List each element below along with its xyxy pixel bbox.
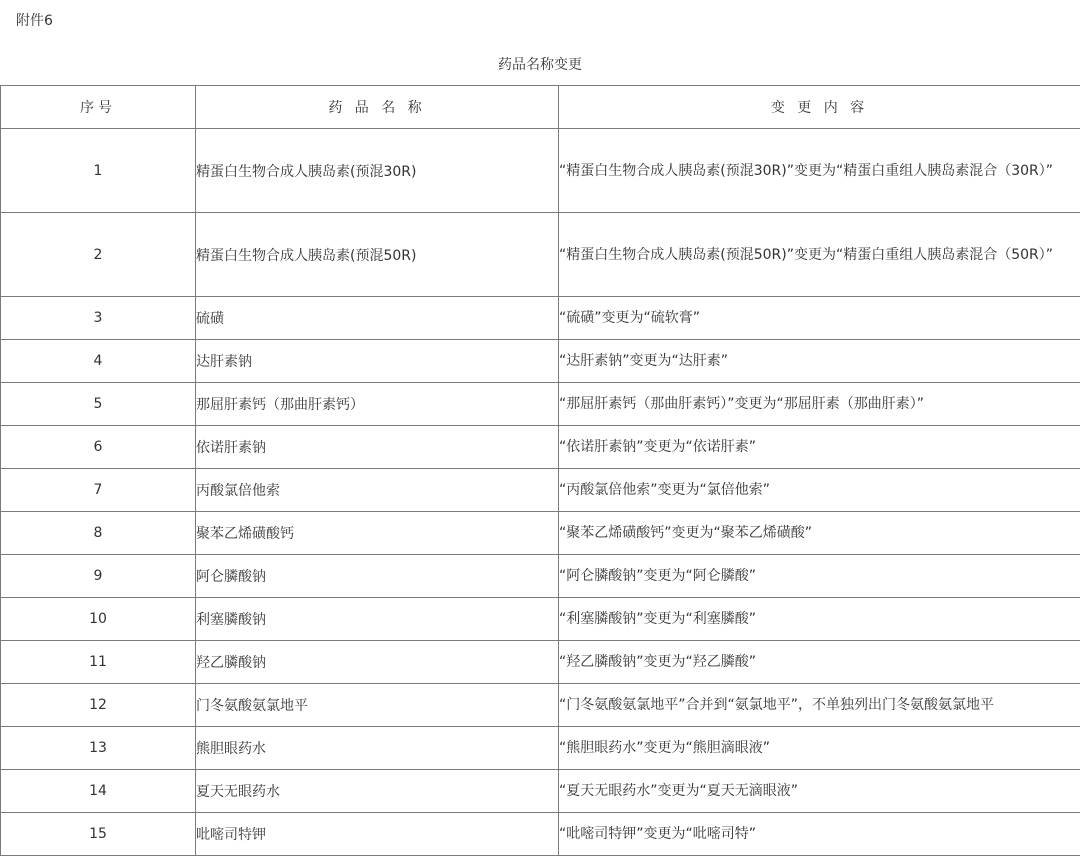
row-serial-number: 8 [1,512,196,555]
header-drug-name: 药 品 名 称 [196,86,559,129]
table-row [1,469,1080,512]
row-drug-name: 丙酸氯倍他索 [196,469,559,512]
header-change-content: 变 更 内 容 [559,86,1080,129]
row-change-content: “那屈肝素钙（那曲肝素钙）”变更为“那屈肝素（那曲肝素）” [559,383,1080,426]
table-row [1,770,1080,813]
row-change-content: “精蛋白生物合成人胰岛素(预混30R)”变更为“精蛋白重组人胰岛素混合（30R）” [559,129,1080,213]
row-drug-name: 熊胆眼药水 [196,727,559,770]
row-drug-name: 吡嘧司特钾 [196,813,559,856]
row-drug-name: 硫磺 [196,297,559,340]
row-change-content: “吡嘧司特钾”变更为“吡嘧司特” [559,813,1080,856]
row-drug-name: 羟乙膦酸钠 [196,641,559,684]
table-row [1,684,1080,727]
row-serial-number: 15 [1,813,196,856]
row-serial-number: 5 [1,383,196,426]
row-serial-number: 3 [1,297,196,340]
row-drug-name: 门冬氨酸氨氯地平 [196,684,559,727]
row-serial-number: 14 [1,770,196,813]
row-serial-number: 13 [1,727,196,770]
row-drug-name: 达肝素钠 [196,340,559,383]
row-change-content: “门冬氨酸氨氯地平”合并到“氨氯地平”，不单独列出门冬氨酸氨氯地平 [559,684,1080,727]
row-drug-name: 精蛋白生物合成人胰岛素(预混30R) [196,129,559,213]
row-change-content: “硫磺”变更为“硫软膏” [559,297,1080,340]
row-drug-name: 聚苯乙烯磺酸钙 [196,512,559,555]
table-row [1,213,1080,297]
header-serial-number: 序号 [1,86,196,129]
row-change-content: “依诺肝素钠”变更为“依诺肝素” [559,426,1080,469]
row-serial-number: 1 [1,129,196,213]
row-serial-number: 12 [1,684,196,727]
table-row [1,641,1080,684]
row-drug-name: 利塞膦酸钠 [196,598,559,641]
name-change-table [0,85,1080,856]
row-change-content: “聚苯乙烯磺酸钙”变更为“聚苯乙烯磺酸” [559,512,1080,555]
row-serial-number: 9 [1,555,196,598]
row-drug-name: 依诺肝素钠 [196,426,559,469]
row-serial-number: 4 [1,340,196,383]
row-change-content: “精蛋白生物合成人胰岛素(预混50R)”变更为“精蛋白重组人胰岛素混合（50R）” [559,213,1080,297]
table-row [1,129,1080,213]
document-title: 药品名称变更 [498,57,582,73]
table-row [1,297,1080,340]
row-serial-number: 2 [1,213,196,297]
table-row [1,512,1080,555]
row-serial-number: 10 [1,598,196,641]
row-drug-name: 夏天无眼药水 [196,770,559,813]
row-change-content: “丙酸氯倍他索”变更为“氯倍他索” [559,469,1080,512]
row-serial-number: 11 [1,641,196,684]
row-change-content: “阿仑膦酸钠”变更为“阿仑膦酸” [559,555,1080,598]
row-change-content: “熊胆眼药水”变更为“熊胆滴眼液” [559,727,1080,770]
table-header-row [1,86,1080,129]
row-drug-name: 那屈肝素钙（那曲肝素钙） [196,383,559,426]
row-change-content: “达肝素钠”变更为“达肝素” [559,340,1080,383]
row-serial-number: 6 [1,426,196,469]
table-row [1,727,1080,770]
row-drug-name: 精蛋白生物合成人胰岛素(预混50R) [196,213,559,297]
row-drug-name: 阿仑膦酸钠 [196,555,559,598]
table-row [1,340,1080,383]
row-serial-number: 7 [1,469,196,512]
annex-label: 附件6 [16,13,53,29]
table-row [1,598,1080,641]
row-change-content: “利塞膦酸钠”变更为“利塞膦酸” [559,598,1080,641]
table-row [1,426,1080,469]
row-change-content: “夏天无眼药水”变更为“夏天无滴眼液” [559,770,1080,813]
row-change-content: “羟乙膦酸钠”变更为“羟乙膦酸” [559,641,1080,684]
table-row [1,555,1080,598]
table-row [1,383,1080,426]
table-row [1,813,1080,856]
